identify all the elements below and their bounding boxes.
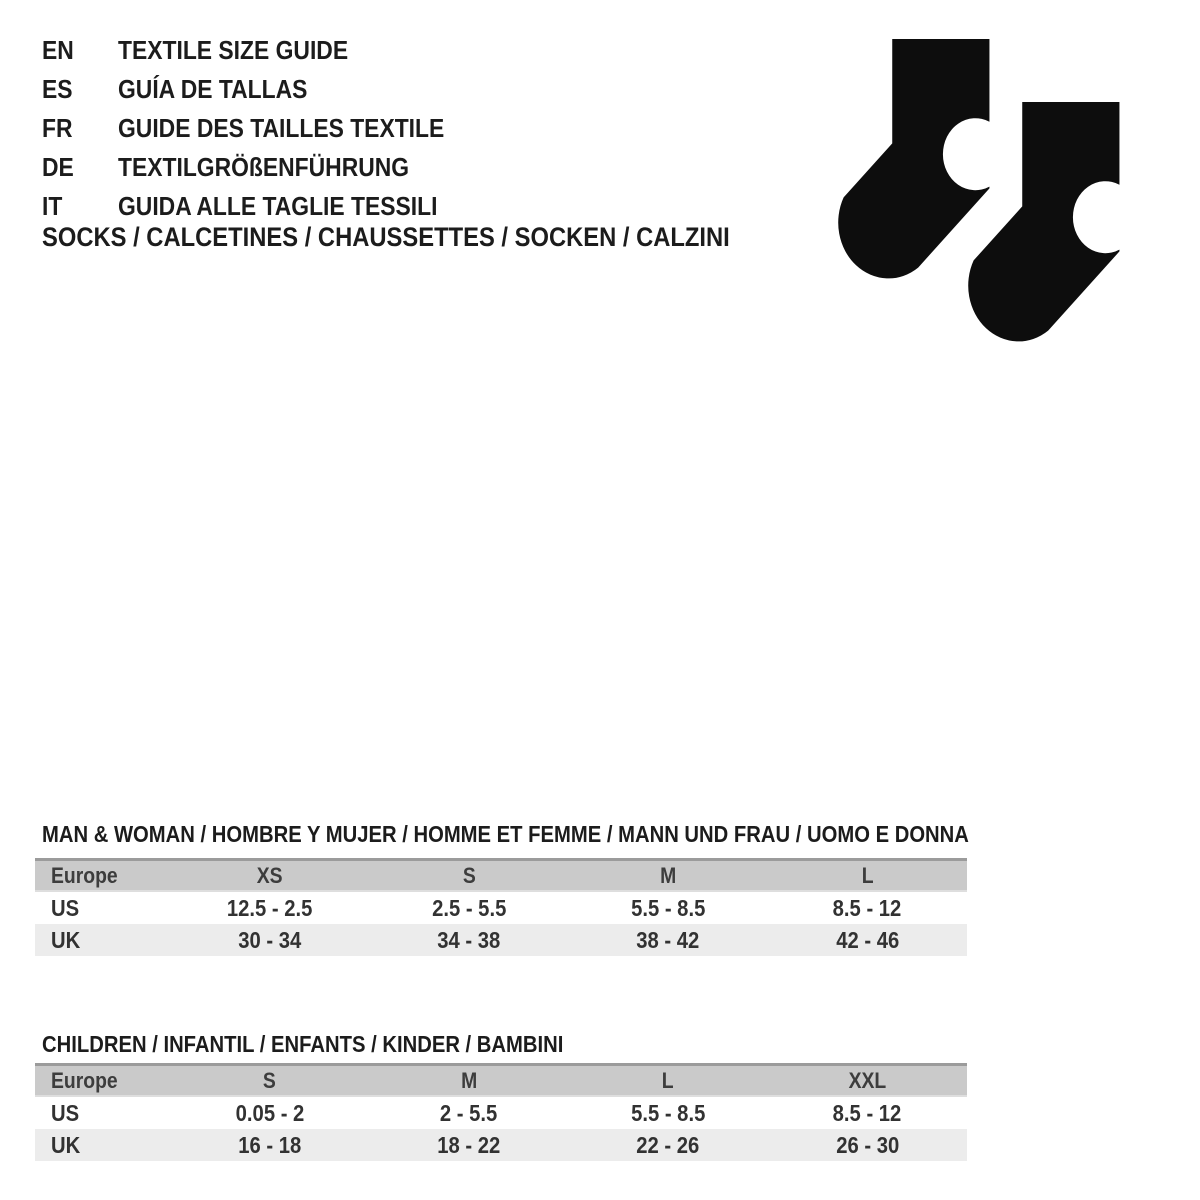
region-cell (35, 891, 170, 924)
language-label-text: GUIDE DES TAILLES TEXTILE (118, 113, 445, 143)
size-cell (170, 1096, 369, 1129)
size-cell (170, 1129, 369, 1161)
language-code (42, 148, 118, 187)
size-cell (768, 1096, 967, 1129)
table-title-text: CHILDREN / INFANTIL / ENFANTS / KINDER / BAMBINI (42, 1031, 564, 1057)
table-header-cell (768, 860, 967, 892)
table-row-uk (35, 1129, 967, 1161)
table-row-us (35, 1096, 967, 1129)
table-header-cell (768, 1065, 967, 1097)
table-title-man-woman (42, 821, 1095, 847)
size-cell (768, 891, 967, 924)
size-cell (569, 1129, 768, 1161)
socks-icon (780, 20, 1200, 420)
size-cell-text: 5.5 - 8.5 (631, 894, 706, 921)
size-cell (369, 891, 568, 924)
language-label-text: GUÍA DE TALLAS (118, 74, 308, 104)
region-cell-text: UK (51, 926, 81, 953)
table-header-cell (569, 860, 768, 892)
size-cell (369, 1129, 568, 1161)
table-header-cell (170, 1065, 369, 1097)
language-label-text: TEXTILGRÖßENFÜHRUNG (118, 152, 410, 182)
language-label-text: TEXTILE SIZE GUIDE (118, 35, 349, 65)
region-cell (35, 1129, 170, 1161)
table-title-children (42, 1031, 634, 1057)
size-cell (768, 1129, 967, 1161)
size-cell-text: 18 - 22 (437, 1131, 501, 1158)
header-cell-text: M (660, 862, 677, 888)
header-cell-text: L (861, 862, 874, 888)
table-header-cell (369, 1065, 568, 1097)
size-guide-subtitle-text: SOCKS / CALCETINES / CHAUSSETTES / SOCKEN / CALZINI (42, 222, 730, 252)
language-label (118, 148, 449, 187)
region-cell-text: US (51, 1099, 80, 1126)
size-cell-text: 38 - 42 (636, 926, 700, 953)
language-label (118, 31, 379, 70)
size-cell-text: 16 - 18 (238, 1131, 302, 1158)
size-cell (569, 891, 768, 924)
size-cell-text: 26 - 30 (835, 1131, 899, 1158)
language-label (118, 70, 333, 109)
language-row (42, 109, 489, 148)
language-row (42, 31, 489, 70)
size-cell-text: 8.5 - 12 (833, 1099, 902, 1126)
size-cell-text: 5.5 - 8.5 (631, 1099, 706, 1126)
header-cell-text: XS (256, 862, 283, 888)
size-cell (369, 1096, 568, 1129)
size-table-man-woman (35, 858, 967, 956)
size-cell-text: 42 - 46 (835, 926, 899, 953)
region-cell-text: UK (51, 1131, 81, 1158)
header-cell-text: S (263, 1067, 277, 1093)
header-cell-text: Europe (51, 862, 118, 888)
language-code-text: DE (42, 152, 74, 182)
language-label (118, 109, 489, 148)
size-table-children (35, 1063, 967, 1161)
size-cell-text: 22 - 26 (636, 1131, 700, 1158)
size-cell-text: 0.05 - 2 (235, 1099, 305, 1126)
size-cell-text: 2.5 - 5.5 (431, 894, 507, 921)
language-code-text: ES (42, 74, 73, 104)
header-cell-text: Europe (51, 1067, 118, 1093)
table-row-uk (35, 924, 967, 956)
language-row (42, 148, 489, 187)
size-cell (569, 924, 768, 956)
language-code (42, 109, 118, 148)
header-cell-text: XXL (848, 1067, 887, 1093)
region-cell (35, 924, 170, 956)
language-code (42, 70, 118, 109)
size-cell-text: 30 - 34 (238, 926, 302, 953)
header-cell-text: S (462, 862, 476, 888)
table-header-cell (35, 1065, 170, 1097)
header-cell-text: L (662, 1067, 675, 1093)
size-cell-text: 34 - 38 (437, 926, 501, 953)
header-cell-text: M (460, 1067, 478, 1093)
table-header-cell (569, 1065, 768, 1097)
size-cell (170, 891, 369, 924)
region-cell-text: US (51, 894, 80, 921)
language-code-text: EN (42, 35, 74, 65)
size-cell-text: 8.5 - 12 (833, 894, 902, 921)
size-cell (768, 924, 967, 956)
size-cell-text: 12.5 - 2.5 (226, 894, 313, 921)
language-code-text: IT (42, 191, 63, 221)
region-cell (35, 1096, 170, 1129)
table-header-cell (35, 860, 170, 892)
language-list (42, 31, 489, 226)
size-cell (569, 1096, 768, 1129)
table-header-row (35, 1065, 967, 1097)
size-guide-subtitle (42, 221, 824, 253)
table-header-cell (369, 860, 568, 892)
language-row (42, 70, 489, 109)
table-title-text: MAN & WOMAN / HOMBRE Y MUJER / HOMME ET FEMME / MANN UND FRAU / UOMO E DONNA (42, 821, 969, 847)
table-header-row (35, 860, 967, 892)
language-code (42, 31, 118, 70)
table-header-cell (170, 860, 369, 892)
language-label-text: GUIDA ALLE TAGLIE TESSILI (118, 191, 438, 221)
size-cell-text: 2 - 5.5 (440, 1099, 498, 1126)
table-row-us (35, 891, 967, 924)
language-code-text: FR (42, 113, 73, 143)
size-cell (170, 924, 369, 956)
size-cell (369, 924, 568, 956)
